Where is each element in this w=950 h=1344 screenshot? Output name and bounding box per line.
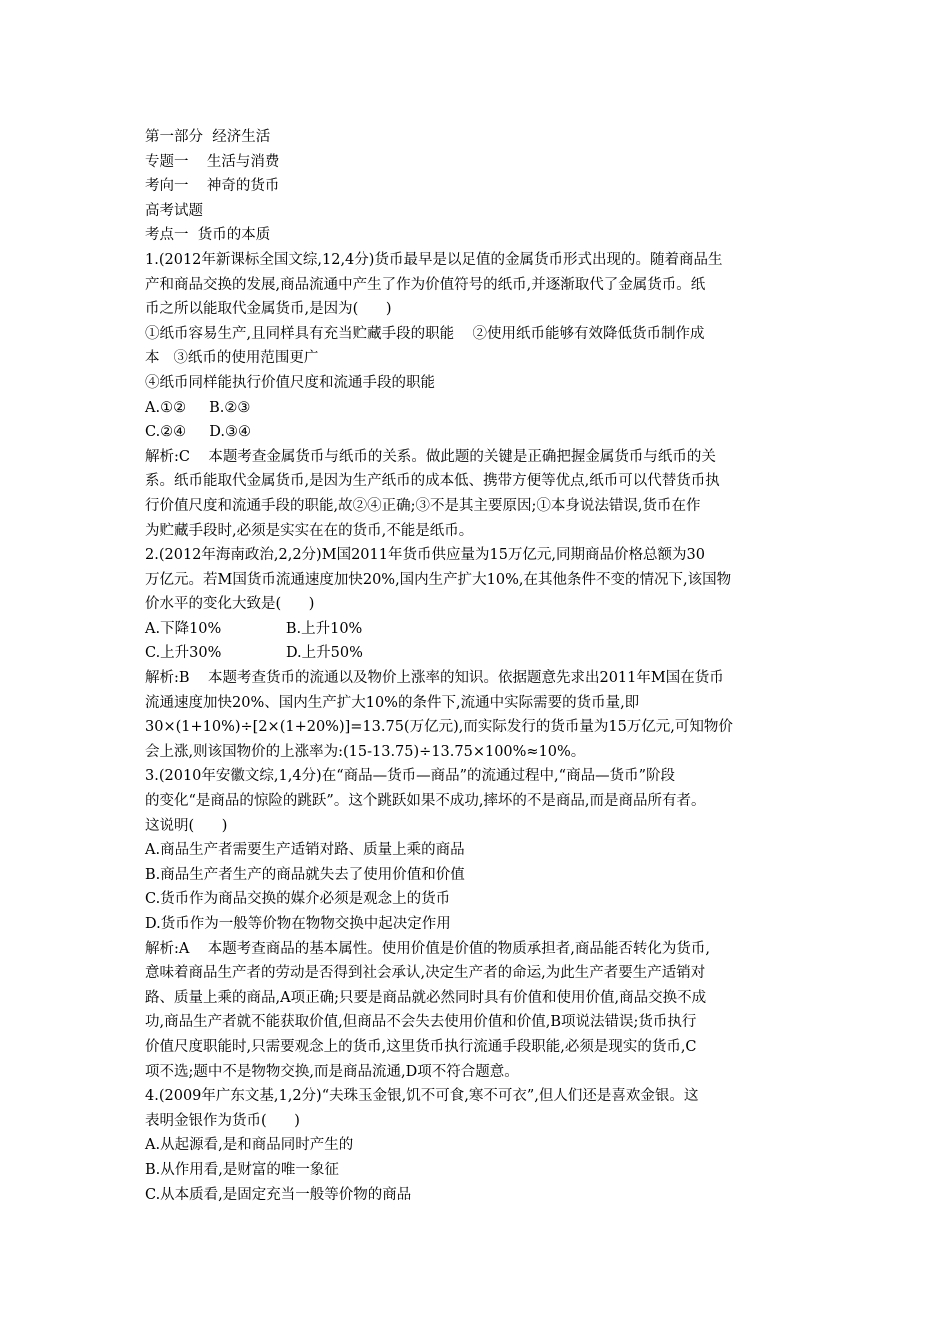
document-page xyxy=(145,125,815,1207)
q1-stem: 产和商品交换的发展,商品流通中产生了作为价值符号的纸币,并逐渐取代了金属货币。纸 xyxy=(145,276,706,293)
q3-option-a: A.商品生产者需要生产适销对路、质量上乘的商品 xyxy=(145,842,465,859)
q1-statements: ④纸币同样能执行价值尺度和流通手段的职能 xyxy=(145,374,435,391)
q2-analysis: 30×(1+10%)÷[2×(1+20%)]=13.75(万亿元),而实际发行的货币量为15万亿元,可知物价 xyxy=(145,719,733,736)
exam-questions-heading: 高考试题 xyxy=(145,202,203,219)
q1-analysis: 解析:C 本题考查金属货币与纸币的关系。做此题的关键是正确把握金属货币与纸币的关 xyxy=(145,448,716,465)
q3-stem: 3.(2010年安徽文综,1,4分)在“商品—货币—商品”的流通过程中,“商品—货币”阶段 xyxy=(145,768,675,785)
q3-analysis: 解析:A 本题考查商品的基本属性。使用价值是价值的物质承担者,商品能否转化为货币, xyxy=(145,940,711,957)
q3-option-d: D.货币作为一般等价物在物物交换中起决定作用 xyxy=(145,916,451,932)
topic-heading: 专题一 生活与消费 xyxy=(145,153,280,170)
q1-analysis: 为贮藏手段时,必须是实实在在的货币,不能是纸币。 xyxy=(145,522,474,539)
q3-option-c: C.货币作为商品交换的媒介必须是观念上的货币 xyxy=(145,891,451,908)
q4-option-b: B.从作用看,是财富的唯一象征 xyxy=(145,1161,339,1178)
section-heading: 第一部分 经济生活 xyxy=(145,129,271,145)
q1-stem: 币之所以能取代金属货币,是因为( ) xyxy=(145,301,392,318)
q2-options: A.下降10% B.上升10% xyxy=(145,620,363,637)
q4-stem: 4.(2009年广东文基,1,2分)“夫珠玉金银,饥不可食,寒不可衣”,但人们还是喜欢金银。这 xyxy=(145,1088,699,1105)
point-heading: 考点一 货币的本质 xyxy=(145,227,271,244)
q1-stem: 1.(2012年新课标全国文综,12,4分)货币最早是以足值的金属货币形式出现的。随着商品生 xyxy=(145,251,723,268)
q1-statements: ①纸币容易生产,且同样具有充当贮藏手段的职能 ②使用纸币能够有效降低货币制作成 xyxy=(145,325,705,342)
subtopic-heading: 考向一 神奇的货币 xyxy=(145,178,280,195)
q1-analysis: 行价值尺度和流通手段的职能,故②④正确;③不是其主要原因;①本身说法错误,货币在作 xyxy=(145,497,701,514)
q3-analysis: 价值尺度职能时,只需要观念上的货币,这里货币执行流通手段职能,必须是现实的货币,C xyxy=(145,1038,697,1055)
q4-option-a: A.从起源看,是和商品同时产生的 xyxy=(145,1137,354,1154)
q1-analysis: 系。纸币能取代金属货币,是因为生产纸币的成本低、携带方便等优点,纸币可以代替货币执 xyxy=(145,473,720,490)
q3-option-b: B.商品生产者生产的商品就失去了使用价值和价值 xyxy=(145,866,465,883)
q4-option-c: C.从本质看,是固定充当一般等价物的商品 xyxy=(145,1186,412,1203)
q4-stem: 表明金银作为货币( ) xyxy=(145,1112,300,1129)
q2-analysis: 流通速度加快20%、国内生产扩大10%的条件下,流通中实际需要的货币量,即 xyxy=(145,694,640,711)
q3-analysis: 功,商品生产者就不能获取价值,但商品不会失去使用价值和价值,B项说法错误;货币执行 xyxy=(145,1014,697,1031)
q3-analysis: 路、质量上乘的商品,A项正确;只要是商品就必然同时具有价值和使用价值,商品交换不成 xyxy=(145,989,707,1006)
q3-stem: 这说明( ) xyxy=(145,817,228,834)
q3-stem: 的变化“是商品的惊险的跳跃”。这个跳跃如果不成功,摔坏的不是商品,而是商品所有者。 xyxy=(145,793,706,810)
q3-analysis: 项不选;题中不是物物交换,而是商品流通,D项不符合题意。 xyxy=(145,1063,519,1080)
q3-analysis: 意味着商品生产者的劳动是否得到社会承认,决定生产者的命运,为此生产者要生产适销对 xyxy=(145,965,706,982)
q2-stem: 万亿元。若M国货币流通速度加快20%,国内生产扩大10%,在其他条件不变的情况下,该国物 xyxy=(145,571,732,588)
q1-statements: 本 ③纸币的使用范围更广 xyxy=(145,350,319,367)
q1-options: C.②④ D.③④ xyxy=(145,424,251,441)
q2-options: C.上升30% D.上升50% xyxy=(145,645,363,662)
q1-options: A.①② B.②③ xyxy=(145,399,251,416)
q2-stem: 价水平的变化大致是( ) xyxy=(145,596,315,613)
q2-analysis: 会上涨,则该国物价的上涨率为:(15-13.75)÷13.75×100%≈10%。 xyxy=(145,743,586,760)
q2-analysis: 解析:B 本题考查货币的流通以及物价上涨率的知识。依据题意先求出2011年M国在货币 xyxy=(145,670,724,687)
q2-stem: 2.(2012年海南政治,2,2分)M国2011年货币供应量为15万亿元,同期商品价格总额为30 xyxy=(145,547,705,564)
